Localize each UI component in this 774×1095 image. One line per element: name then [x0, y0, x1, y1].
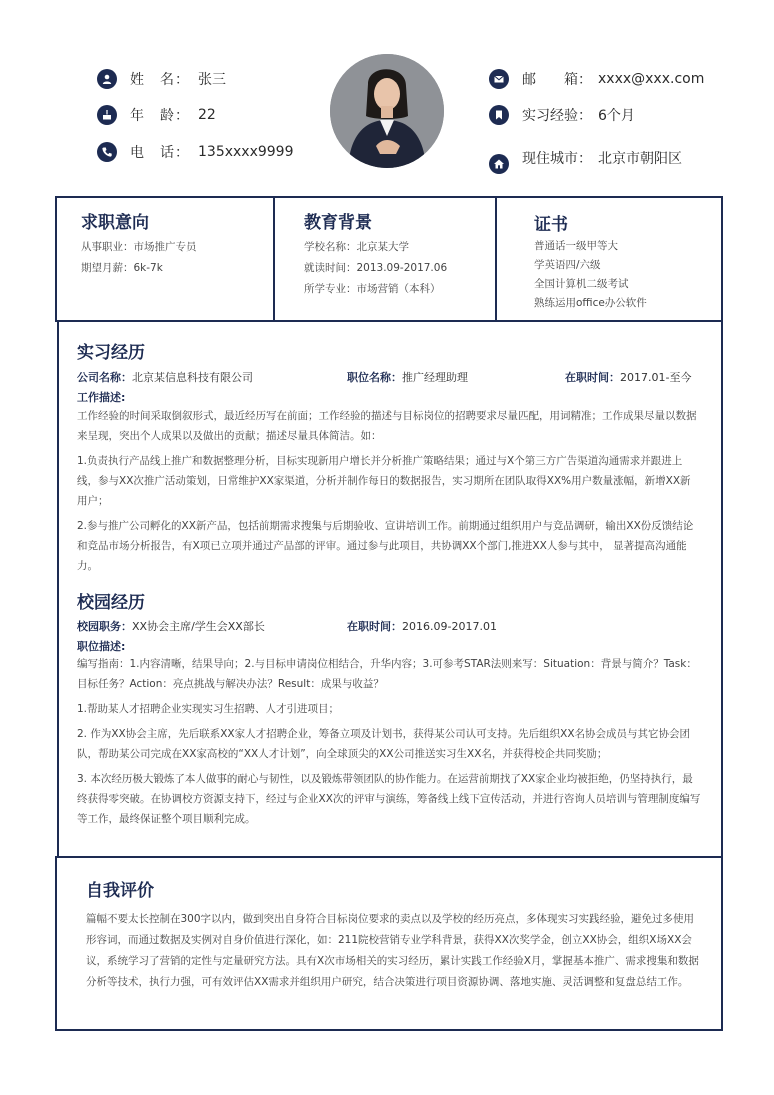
profile-photo — [330, 54, 444, 168]
mail-icon — [489, 69, 509, 89]
name-row — [97, 69, 226, 89]
role-desc-label: 职位描述: — [77, 640, 126, 653]
bookmark-icon — [489, 105, 509, 125]
campus-title: 校园经历 — [77, 593, 145, 613]
campus-time-label: 在职时间： — [347, 620, 402, 633]
email-label: 邮 箱： — [522, 72, 592, 88]
education-section — [273, 196, 497, 322]
work-desc-label: 工作描述: — [77, 391, 126, 404]
email-row — [489, 69, 704, 89]
company-label: 公司名称： — [77, 371, 132, 384]
city-row — [489, 142, 682, 174]
cake-icon — [97, 105, 117, 125]
position-value: 推广经理助理 — [402, 371, 468, 384]
certificate-line: 全国计算机二级考试 — [534, 278, 629, 290]
name-label: 姓 名： — [130, 72, 190, 88]
age-value: 22 — [198, 107, 216, 123]
self-eval-text: 篇幅不要太长控制在300字以内，做到突出自身符合目标岗位要求的卖点以及学校的经历亮点，多体现实习实践经验，避免过多使用形容词，而通过数据及实例对自身价值进行深化，如：211院校营销专业学科背景，获得XX次奖学金，创立XX协会，组织X场XX会议，系统学习了营销的定性与定量研究方法。具有X次市场相关的实习经历，累计实践工作经验X月，掌握基本推广、需求搜集和数据分析等技术，执行力强，可有效评估XX需求并组织用户研究，结合决策进行项目资源协调、落地实施、灵活调整和复盘总结工作。 — [86, 913, 699, 988]
education-line: 所学专业：市场营销（本科） — [304, 283, 441, 295]
certificate-line: 学英语四/六级 — [534, 259, 601, 271]
job-intent-section — [55, 196, 275, 322]
internship-time-value: 2017.01-至今 — [620, 371, 692, 384]
campus-time-value: 2016.09-2017.01 — [402, 620, 497, 633]
education-title: 教育背景 — [304, 213, 372, 233]
email-value: xxxx@xxx.com — [598, 71, 705, 87]
certificate-line: 熟练运用office办公软件 — [534, 297, 647, 309]
self-eval-title: 自我评价 — [86, 881, 154, 901]
internship-paragraph: 2.参与推广公司孵化的XX新产品，包括前期需求搜集与后期验收、宣讲培训工作。前期通过组织用户与竞品调研，输出XX份反馈结论和竞品市场分析报告，有X项已立项并通过产品部的评审。通过参与此项目，共协调XX个部门,推进XX人参与其中， 显著提高沟通能力。 — [77, 520, 694, 572]
campus-paragraph: 3. 本次经历极大锻炼了本人做事的耐心与韧性，以及锻炼带领团队的协作能力。在运营前期找了XX家企业均被拒绝，仍坚持执行，最终获得零突破。在协调校方资源支持下，经过与企业XX次的评审与演练，筹备线上线下宣传活动，并进行咨询人员培训与管理制度编写等工作，最终保证整个项目顺利完成。 — [77, 773, 701, 825]
internship-title: 实习经历 — [77, 343, 145, 363]
phone-row — [97, 142, 294, 162]
internship-paragraph: 工作经验的时间采取倒叙形式，最近经历写在前面；工作经验的描述与目标岗位的招聘要求尽量匹配，用词精准；工作成果尽量以数据来呈现，突出个人成果以及做出的贡献；描述尽量具体简洁。如： — [77, 410, 697, 442]
city-label: 现住城市： — [522, 151, 592, 167]
certificates-section — [495, 196, 723, 322]
internship-info-row — [77, 369, 701, 385]
home-icon — [489, 154, 509, 174]
role-label: 校园职务： — [77, 620, 132, 633]
job-intent-line: 期望月薪：6k-7k — [81, 262, 163, 274]
campus-info-row — [77, 618, 701, 634]
phone-icon — [97, 142, 117, 162]
person-icon — [97, 69, 117, 89]
name-value: 张三 — [198, 72, 226, 88]
job-intent-line: 从事职业：市场推广专员 — [81, 241, 197, 253]
phone-value: 135xxxx9999 — [198, 144, 294, 160]
position-label: 职位名称： — [347, 371, 402, 384]
certificate-line: 普通话一级甲等大 — [534, 240, 618, 252]
experience-label: 实习经验： — [522, 108, 592, 124]
campus-paragraph: 2. 作为XX协会主席，先后联系XX家人才招聘企业，筹备立项及计划书，获得某公司认可支持。先后组织XX名协会成员与其它协会团队，帮助某公司完成在XX家高校的“XX人才计划”，向全球顶尖的XX公司推送实习生XX名，并获得校企共同奖励； — [77, 728, 691, 760]
age-label: 年 龄： — [130, 108, 190, 124]
education-line: 就读时间：2013.09-2017.06 — [304, 262, 448, 274]
self-eval-section — [55, 856, 723, 1031]
experience-value: 6个月 — [598, 108, 635, 124]
phone-label: 电 话： — [130, 145, 190, 161]
campus-paragraph: 编写指南：1.内容清晰，结果导向；2.与目标申请岗位相结合，升华内容；3.可参考STAR法则来写：Situation：背景与简介？Task：目标任务？Action：亮点挑战与解决办法？Result：成果与收益？ — [77, 658, 697, 690]
company-value: 北京某信息科技有限公司 — [132, 371, 253, 384]
experience-section — [57, 320, 723, 858]
internship-time-label: 在职时间： — [565, 371, 620, 384]
education-line: 学校名称：北京某大学 — [304, 241, 409, 253]
certificates-title: 证书 — [534, 215, 568, 235]
age-row — [97, 105, 216, 125]
job-intent-title: 求职意向 — [81, 213, 149, 233]
role-value: XX协会主席/学生会XX部长 — [132, 620, 265, 633]
city-value: 北京市朝阳区 — [598, 151, 682, 167]
experience-row — [489, 105, 635, 125]
internship-paragraph: 1.负责执行产品线上推广和数据整理分析，目标实现新用户增长并分析推广策略结果；通过与X个第三方广告渠道沟通需求并跟进上线，参与XX次推广活动策划，日常维护XX家渠道，分析并制作每日的数据报告，实习期所在团队取得XX%用户数量涨幅，新增XX新用户； — [77, 455, 691, 507]
campus-paragraph: 1.帮助某人才招聘企业实现实习生招聘、人才引进项目； — [77, 703, 340, 715]
